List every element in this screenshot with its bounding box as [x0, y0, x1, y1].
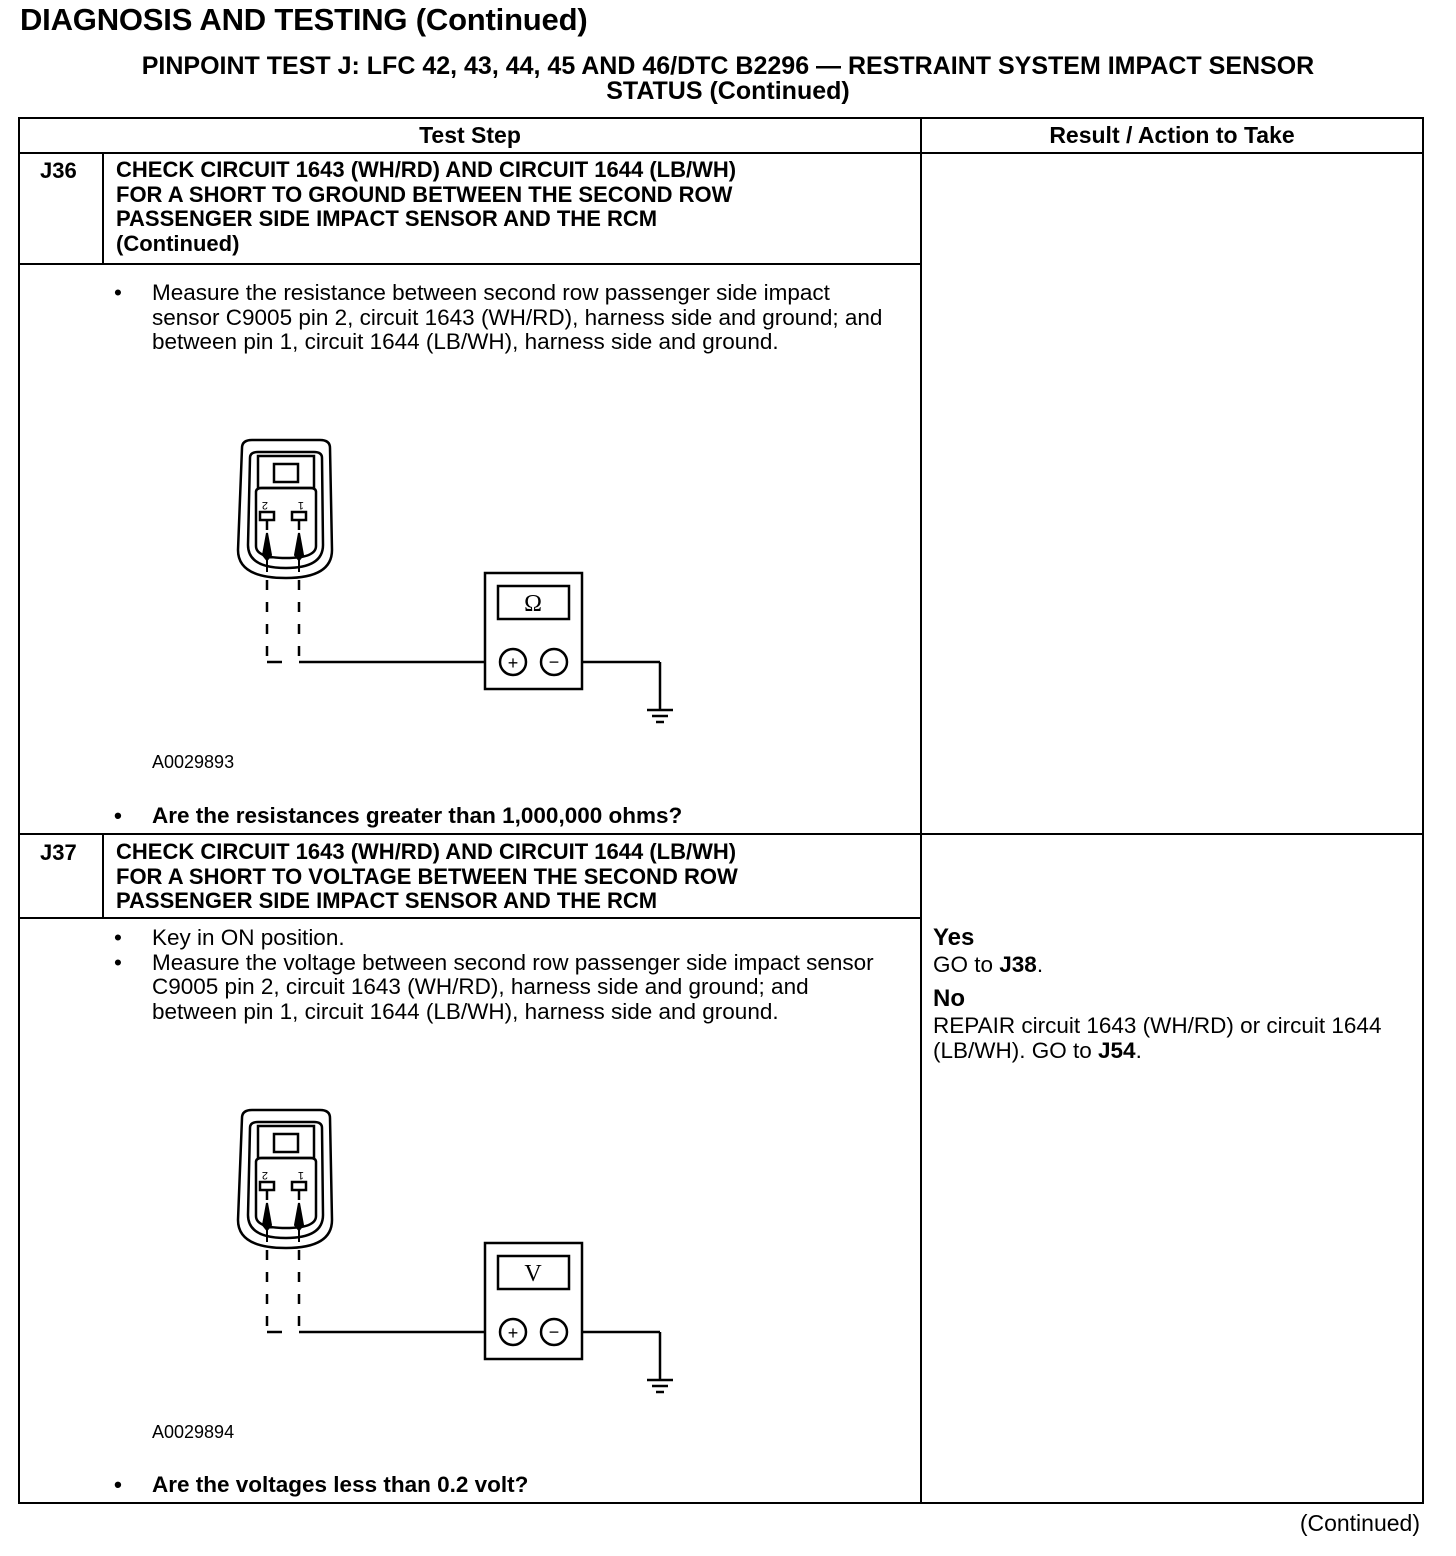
step-title-line: CHECK CIRCUIT 1643 (WH/RD) AND CIRCUIT 1644 (LB/WH): [116, 157, 737, 182]
step-instructions-j36: [114, 281, 894, 355]
meter-symbol: V: [524, 1261, 542, 1287]
result-no-suffix: .: [1135, 1038, 1142, 1063]
subtitle-line-2: STATUS (Continued): [606, 77, 850, 105]
step-instructions-j37: [114, 926, 894, 1024]
connector-c9005-icon: [238, 440, 332, 578]
figure-id-j37: A0029894: [152, 1422, 235, 1442]
continued-footer: (Continued): [1299, 1510, 1420, 1536]
step-number-j37: J37: [40, 840, 77, 865]
step-title-line: (Continued): [116, 230, 240, 256]
instruction-item: [114, 951, 894, 1025]
step-title-line: PASSENGER SIDE IMPACT SENSOR AND THE RCM: [116, 888, 658, 913]
bullet-icon: •: [114, 803, 122, 828]
result-no-prefix: REPAIR circuit 1643 (WH/RD) or circuit 1644 (LB/WH). GO to: [933, 1013, 1382, 1063]
instruction-text: Key in ON position.: [152, 925, 345, 950]
pinpoint-test-title: [30, 54, 1426, 104]
meter-symbol: Ω: [524, 591, 542, 617]
subtitle-line-1: PINPOINT TEST J: LFC 42, 43, 44, 45 AND 46/DTC B2296 — RESTRAINT SYSTEM IMPACT SENSOR: [141, 52, 1315, 80]
question-item: [114, 1472, 904, 1498]
test-leads: [267, 1250, 673, 1392]
question-j37: [114, 1472, 904, 1498]
result-j37: [933, 924, 1403, 1063]
wiring-diagram-j37: [220, 1100, 690, 1400]
question-item: [114, 803, 904, 829]
bullet-icon: •: [114, 925, 122, 950]
result-no-action: [933, 1013, 1403, 1063]
step-title-line: PASSENGER SIDE IMPACT SENSOR AND THE RCM: [116, 206, 658, 231]
step-title-line: FOR A SHORT TO GROUND BETWEEN THE SECOND ROW: [116, 181, 733, 207]
step-title-j36: [116, 158, 906, 256]
plus-terminal: +: [507, 653, 519, 673]
instruction-item: [114, 926, 894, 951]
step-title-j37: [116, 840, 906, 914]
instruction-item: [114, 281, 894, 355]
result-yes-action: [933, 952, 1403, 977]
step-number-j36: J36: [40, 158, 77, 183]
page-title: DIAGNOSIS AND TESTING (Continued): [20, 2, 588, 37]
step-title-line: FOR A SHORT TO VOLTAGE BETWEEN THE SECOND ROW: [116, 863, 738, 889]
pin-1-label: 1: [297, 499, 304, 511]
result-no-label: No: [933, 985, 965, 1012]
question-text: Are the resistances greater than 1,000,000 ohms?: [152, 803, 683, 828]
figure-id-j36: A0029893: [152, 752, 235, 772]
result-yes-label: Yes: [933, 924, 975, 951]
bullet-icon: •: [114, 1472, 122, 1497]
pin-1-label: 1: [297, 1169, 304, 1181]
plus-terminal: +: [507, 1323, 519, 1343]
question-j36: [114, 803, 904, 829]
header-result-action: Result / Action to Take: [1049, 122, 1295, 148]
bullet-icon: •: [114, 949, 122, 975]
result-yes-prefix: GO to: [933, 952, 1000, 977]
pin-2-label: 2: [261, 1169, 268, 1181]
question-text: Are the voltages less than 0.2 volt?: [152, 1472, 529, 1497]
step-title-line: CHECK CIRCUIT 1643 (WH/RD) AND CIRCUIT 1644 (LB/WH): [116, 839, 737, 864]
minus-terminal: −: [548, 1322, 560, 1342]
pin-2-label: 2: [261, 499, 268, 511]
header-test-step: Test Step: [419, 122, 521, 148]
step-link-j38[interactable]: J38: [999, 952, 1037, 977]
connector-c9005-icon: [238, 1110, 332, 1248]
instruction-text: Measure the resistance between second row passenger side impact sensor C9005 pin 2, circuit 1643 (WH/RD), harness side and ground; and between pin 1, circuit 1644 (LB/WH), harness side and ground.: [152, 280, 883, 354]
instruction-text: Measure the voltage between second row passenger side impact sensor C9005 pin 2, circuit 1643 (WH/RD), harness side and ground; and between pin 1, circuit 1644 (LB/WH), harness side and ground.: [152, 949, 874, 1024]
minus-terminal: −: [548, 652, 560, 672]
wiring-diagram-j36: [220, 430, 690, 730]
result-yes-suffix: .: [1036, 952, 1044, 977]
step-link-j54[interactable]: J54: [1098, 1038, 1136, 1063]
test-leads: [267, 580, 673, 722]
bullet-icon: •: [114, 280, 122, 305]
